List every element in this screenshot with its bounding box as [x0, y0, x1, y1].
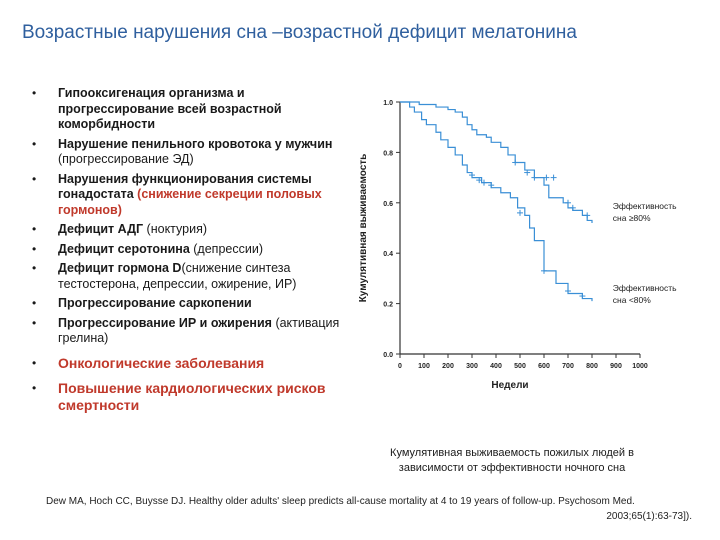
series-label-line1: Эффективность	[612, 200, 677, 211]
bullet-bold-text: Прогрессирование ИР и ожирения	[58, 315, 272, 330]
bullet-dot: •	[32, 261, 37, 275]
bullet-bold-text: Нарушения функционирования системы гонадостата	[58, 171, 312, 201]
bullet-item	[26, 86, 346, 133]
bullet-dot: •	[32, 136, 37, 151]
bullet-normal-text: (активация грелина)	[58, 315, 340, 345]
x-tick-label: 100	[418, 363, 430, 370]
reference	[40, 494, 692, 524]
bullet-bold-text: Гипооксигенация организма и прогрессирование всей возрастной коморбидности	[58, 86, 282, 131]
bullet-dot: •	[32, 315, 37, 330]
bullet-normal-text: (ноктурия)	[143, 222, 208, 236]
x-tick-label: 500	[514, 363, 526, 370]
bullet-bold-text: Прогрессирование саркопении	[58, 296, 252, 310]
bullet-item	[26, 355, 346, 372]
x-tick-label: 700	[562, 363, 574, 370]
chart-caption-line2: зависимости от эффективности ночного сна	[398, 462, 626, 474]
bullet-item	[26, 261, 346, 292]
series-line-0	[400, 102, 592, 223]
bullet-normal-text: (прогрессирование ЭД)	[58, 152, 194, 166]
bullet-item	[26, 137, 346, 168]
reference-line2: 2003;65(1):63-73]).	[606, 511, 692, 522]
bullet-bold-text: Дефицит АДГ	[58, 222, 144, 236]
y-tick-label: 0.0	[383, 352, 393, 359]
bullet-bold-text: Нарушение пенильного кровотока у мужчин	[58, 136, 333, 151]
y-tick-label: 1.0	[383, 100, 393, 107]
bullet-bold-text: Повышение кардиологических рисков смертности	[58, 379, 326, 413]
bullet-red-text: (снижение секреции половых гормонов)	[58, 187, 322, 217]
reference-line1: Dew MA, Hoch CC, Buysse DJ. Healthy older adults' sleep predicts all-cause mortality at 4 to 19 years of follow-up. Psychosom Med.	[46, 496, 635, 507]
bullet-item	[26, 380, 346, 414]
x-tick-label: 800	[586, 363, 598, 370]
chart-caption-line1: Кумулятивная выживаемость пожилых людей в	[390, 447, 634, 459]
bullet-normal-text: (депрессии)	[189, 241, 263, 256]
bullet-dot: •	[32, 296, 37, 310]
series-label-line2: сна ≥80%	[612, 212, 651, 223]
bullet-normal-text: (снижение синтеза тестостерона, депрессии, ожирение, ИР)	[58, 261, 297, 291]
x-tick-label: 400	[490, 363, 502, 370]
x-tick-label: 0	[398, 363, 402, 370]
survival-chart-svg	[352, 88, 712, 418]
y-axis-label: Кумулятивная выживаемость	[358, 153, 369, 303]
bullet-list	[26, 86, 346, 416]
bullet-item	[26, 242, 346, 258]
x-axis-label: Недели	[491, 380, 529, 391]
x-tick-label: 900	[610, 363, 622, 370]
bullet-dot: •	[32, 222, 37, 236]
bullet-item	[26, 172, 346, 219]
bullet-bold-text: Дефицит гормона D	[58, 261, 182, 275]
bullet-item	[26, 222, 346, 238]
bullet-bold-text: Онкологические заболевания	[58, 354, 265, 371]
slide-title: Возрастные нарушения сна –возрастной дефицит мелатонина	[22, 22, 577, 43]
bullet-item	[26, 316, 346, 347]
bullet-dot: •	[32, 241, 37, 256]
bullet-dot: •	[32, 380, 37, 395]
bullet-bold-text: Дефицит серотонина	[58, 241, 190, 256]
x-tick-label: 600	[538, 363, 550, 370]
bullet-dot: •	[32, 86, 37, 100]
y-tick-label: 0.2	[383, 301, 393, 309]
chart-caption	[352, 446, 672, 476]
x-tick-label: 200	[442, 363, 454, 370]
series-label-line2: сна <80%	[612, 295, 651, 306]
series-label-line1: Эффективность	[612, 283, 677, 294]
x-tick-label: 300	[466, 363, 478, 370]
bullet-dot: •	[32, 355, 37, 370]
y-tick-label: 0.6	[383, 200, 393, 208]
x-tick-label: 1000	[632, 363, 648, 370]
bullet-item	[26, 296, 346, 312]
y-tick-label: 0.8	[383, 150, 393, 158]
bullet-dot: •	[32, 171, 37, 186]
y-tick-label: 0.4	[383, 251, 393, 259]
survival-chart	[352, 88, 712, 418]
